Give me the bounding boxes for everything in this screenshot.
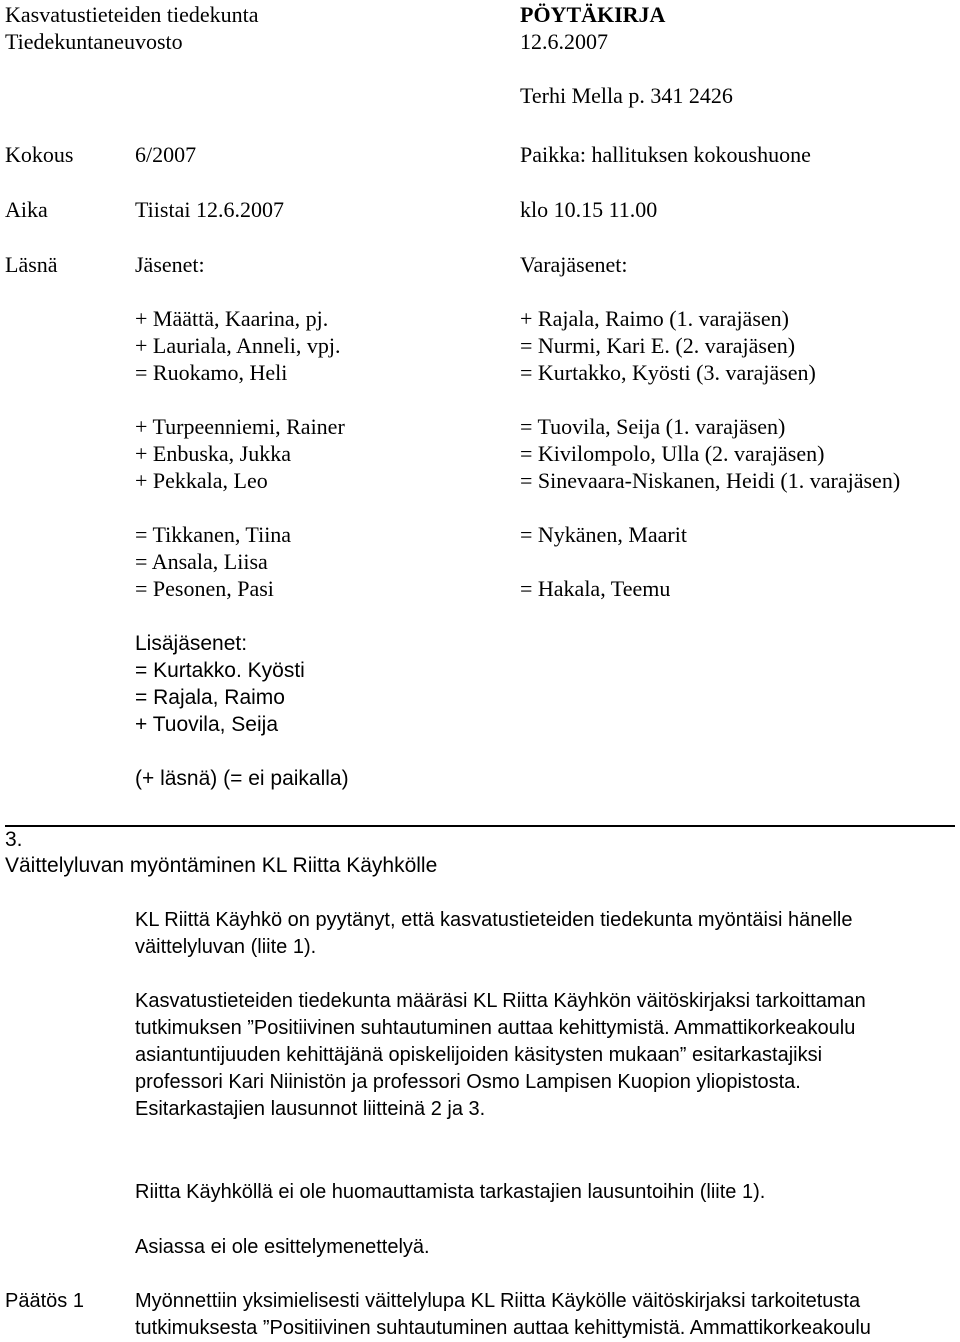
text-line: KL Riittä Käyhkö on pyytänyt, että kasvatustieteiden tiedekunta myöntäisi hänelle [135, 909, 853, 931]
paragraph-reviewers [135, 988, 950, 1123]
kokous-value: 6/2007 [135, 142, 197, 167]
document-type: PÖYTÄKIRJA [520, 2, 666, 27]
text-line: tutkimuksen ”Positiivinen suhtautuminen auttaa kehittymistä. Ammattikorkeakoulu [135, 1017, 856, 1039]
text-line: Asiassa ei ole esittelymenettelyä. [135, 1236, 430, 1258]
member-item: + Pekkala, Leo [135, 468, 268, 493]
text-line: asiantuntijuuden kehittäjänä opiskelijoiden käsitysten mukaan” esitarkastajiksi [135, 1044, 823, 1066]
deputy-item: = Nykänen, Maarit [520, 522, 687, 547]
kokous-label: Kokous [5, 142, 74, 167]
deputy-item: + Rajala, Raimo (1. varajäsen) [520, 306, 789, 331]
member-item: = Ansala, Liisa [135, 549, 268, 574]
member-item: = Ruokamo, Heli [135, 360, 288, 385]
deputy-item: = Tuovila, Seija (1. varajäsen) [520, 414, 786, 439]
section-title: Väittelyluvan myöntäminen KL Riitta Käyhkölle [5, 854, 438, 877]
text-line: tutkimuksesta ”Positiivinen suhtautuminen auttaa kehittymistä. Ammattikorkeakoulu [135, 1317, 871, 1339]
paragraph-no-remarks [135, 1179, 950, 1206]
paragraph-no-presentation [135, 1234, 950, 1261]
attendance-legend: (+ läsnä) (= ei paikalla) [135, 767, 349, 790]
member-item: + Lauriala, Anneli, vpj. [135, 333, 341, 358]
deputy-item: = Sinevaara-Niskanen, Heidi (1. varajäsen) [520, 468, 901, 493]
section-number: 3. [5, 828, 23, 851]
text-line: professori Kari Niinistön ja professori Osmo Lampisen Kuopion yliopistosta. [135, 1071, 801, 1093]
meeting-place: Paikka: hallituksen kokoushuone [520, 142, 811, 167]
member-item: = Pesonen, Pasi [135, 576, 274, 601]
faculty-name: Kasvatustieteiden tiedekunta [5, 2, 259, 27]
aika-value: Tiistai 12.6.2007 [135, 197, 284, 222]
deputy-item: = Kivilompolo, Ulla (2. varajäsen) [520, 441, 825, 466]
council-name: Tiedekuntaneuvosto [5, 29, 183, 54]
decision-label: Päätös 1 [5, 1290, 84, 1312]
deputy-item: = Hakala, Teemu [520, 576, 671, 601]
paragraph-decision [135, 1288, 950, 1342]
contact-person: Terhi Mella p. 341 2426 [520, 83, 733, 108]
aika-label: Aika [5, 197, 48, 222]
meeting-time: klo 10.15 11.00 [520, 197, 658, 222]
deputy-item: = Kurtakko, Kyösti (3. varajäsen) [520, 360, 816, 385]
additional-heading: Lisäjäsenet: [135, 632, 248, 655]
section-divider [5, 825, 955, 827]
deputies-heading: Varajäsenet: [520, 252, 628, 277]
text-line: Riitta Käyhköllä ei ole huomauttamista tarkastajien lausuntoihin (liite 1). [135, 1181, 766, 1203]
deputy-item: = Nurmi, Kari E. (2. varajäsen) [520, 333, 796, 358]
additional-item: = Rajala, Raimo [135, 686, 285, 709]
member-item: + Määttä, Kaarina, pj. [135, 306, 329, 331]
additional-item: + Tuovila, Seija [135, 713, 279, 736]
text-line: väittelyluvan (liite 1). [135, 936, 317, 958]
member-item: = Tikkanen, Tiina [135, 522, 292, 547]
member-item: + Turpeenniemi, Rainer [135, 414, 345, 439]
lasna-label: Läsnä [5, 252, 58, 277]
document-date: 12.6.2007 [520, 29, 608, 54]
additional-item: = Kurtakko. Kyösti [135, 659, 305, 682]
text-line: Kasvatustieteiden tiedekunta määräsi KL Riitta Käyhkön väitöskirjaksi tarkoittaman [135, 990, 866, 1012]
text-line: Esitarkastajien lausunnot liitteinä 2 ja 3. [135, 1098, 486, 1120]
members-heading: Jäsenet: [135, 252, 205, 277]
text-line: Myönnettiin yksimielisesti väittelylupa KL Riitta Käykölle väitöskirjaksi tarkoitetusta [135, 1290, 861, 1312]
paragraph-request [135, 907, 950, 961]
member-item: + Enbuska, Jukka [135, 441, 291, 466]
